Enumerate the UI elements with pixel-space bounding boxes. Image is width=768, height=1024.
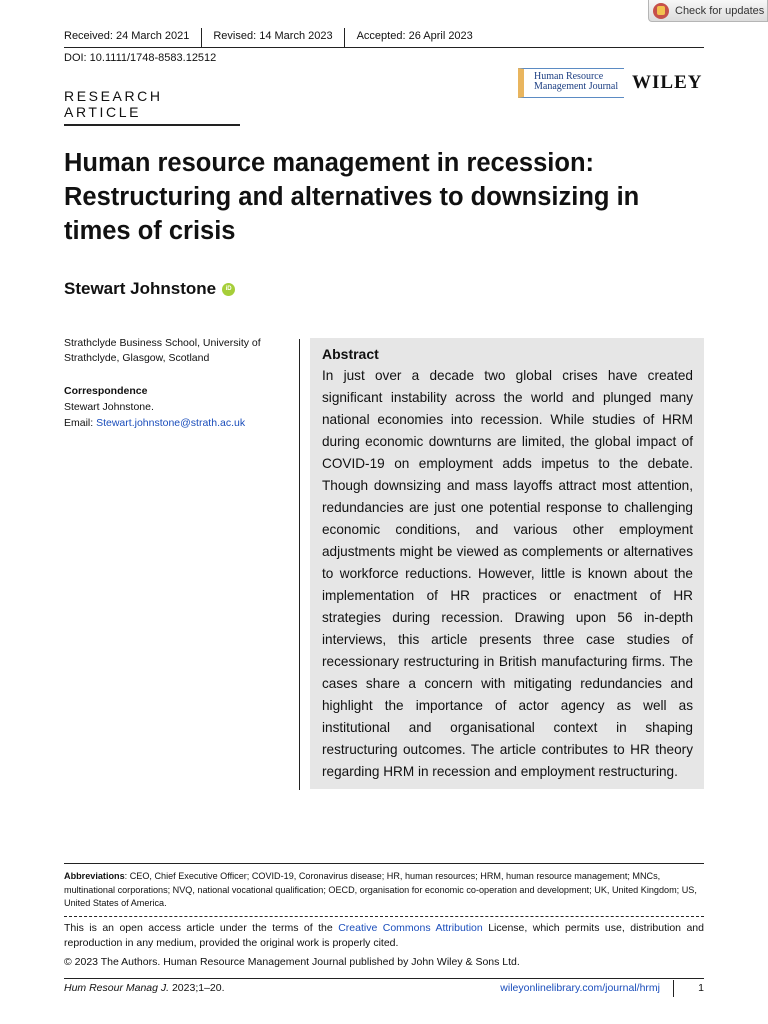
orcid-icon[interactable]: iD [222,283,235,296]
abstract-text: In just over a decade two global crises have created significant instability across the world and plunged many national economies into recession. While studies of HRM during economic downturns are limited, the global impact of COVID-19 on employment adds impetus to the debate. Though downsizing and mass layoffs attract most attention, redundancies are just one potential response to challenging economic conditions, and various other employment adjustments might be viewed as complements or alternatives to workforce reductions. However, little is known about the implementation of HR practices or enactment of HR strategies during recession. Drawing upon 56 in-depth interviews, this article presents three case studies of recessionary restructuring in British manufacturing firms. The cases share a concern with mitigating redundancies and highlight the importance of actor agency as well as institutional and organisational context in shaping restructuring outcomes. The article contributes to HR theory regarding HRM in recession and employment restructuring. [322,368,693,779]
check-for-updates-label: Check for updates [675,4,765,17]
accepted-date: Accepted: 26 April 2023 [356,30,473,42]
correspondence-label: Correspondence [64,385,148,397]
article-title: Human resource management in recession: Restructuring and alternatives to downsizing in times of crisis [64,149,640,245]
email-link[interactable]: Stewart.johnstone@strath.ac.uk [96,417,246,429]
correspondence [64,383,284,431]
correspondence-email-line [64,415,284,431]
footer-separator [673,980,674,997]
abbreviations-text: : CEO, Chief Executive Officer; COVID-19, Coronavirus disease; HR, human resources; HRM, human resource management; MNCs, multinational corporations; NVQ, national vocational qualification; OECD, organisation for economic co-operation and development; UK, United Kingdom; US, United States of America. [64,871,697,908]
column-divider [299,339,300,790]
received-date: Received: 24 March 2021 [64,28,202,47]
journal-abbrev: Hum Resour Manag J. [64,982,170,994]
citation-years: 2023;1–20. [169,982,225,994]
article-type: RESEARCH ARTICLE [64,88,240,126]
footnote-divider [64,863,704,864]
creative-commons-link[interactable]: Creative Commons Attribution [338,922,483,934]
email-prefix: Email: [64,417,97,429]
journal-logo-line2: Management Journal [534,81,619,92]
footer-divider [64,978,704,979]
correspondence-name: Stewart Johnstone. [64,401,154,413]
author [64,279,235,299]
page-footer [64,982,704,998]
check-updates-icon [653,3,669,19]
journal-url-link[interactable]: wileyonlinelibrary.com/journal/hrmj [500,982,660,994]
abstract-box [310,338,704,789]
author-affiliation: Strathclyde Business School, University of Strathclyde, Glasgow, Scotland [64,337,261,364]
author-name: Stewart Johnstone [64,279,217,298]
journal-logo [518,68,624,98]
abstract-heading: Abstract [322,346,379,362]
journal-citation [64,982,225,994]
license-notice [64,921,704,951]
copyright: © 2023 The Authors. Human Resource Management Journal published by John Wiley & Sons Ltd. [64,956,520,968]
doi: DOI: 10.1111/1748-8583.12512 [64,52,217,64]
publication-dates [64,28,704,48]
license-text-before: This is an open access article under the terms of the [64,922,339,934]
journal-logo-line1: Human Resource [534,71,604,82]
check-for-updates-button[interactable] [648,0,768,22]
license-text-after: License, which permits use, distribution and reproduction in any medium, provided the original work is properly cited. [64,922,704,949]
page-number: 1 [698,982,704,994]
publisher-logo: WILEY [632,72,703,93]
abbreviations [64,870,704,911]
revised-date: Revised: 14 March 2023 [202,28,344,47]
license-divider [64,916,704,917]
abbreviations-label: Abbreviations [64,871,125,881]
